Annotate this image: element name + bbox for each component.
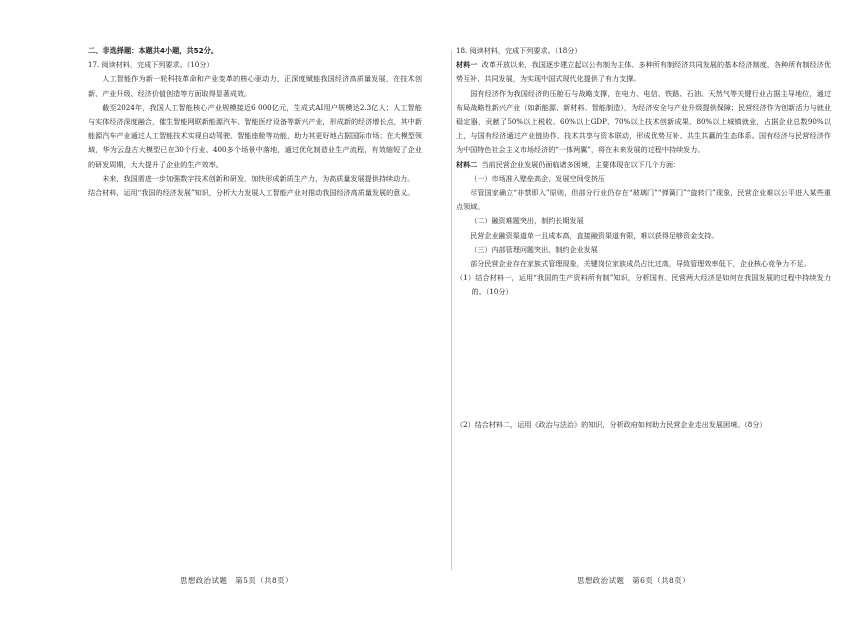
- answer-space: [456, 300, 831, 418]
- material-2-label: 材料二: [456, 159, 478, 169]
- material-2-intro: 当前民营企业发展仍面临诸多困境，主要体现在以下几个方面：: [481, 159, 681, 169]
- question-18-heading: 18. 阅读材料，完成下列要求。（18分）: [456, 46, 582, 55]
- question-17-paragraph-3: 未来，我国需进一步加强数字技术创新和研发，加快形成新质生产力，为高质量发展提供持续动力。: [102, 173, 415, 183]
- page-footer-6: 思想政治试题 第6页（共8页）: [577, 576, 690, 585]
- question-17-task: 结合材料，运用“我国的经济发展”知识，分析大力发展人工智能产业对推动我国经济高质量发展的意义。: [88, 188, 415, 198]
- material-2-item-3-title: （三）内部管理问题突出，制约企业发展: [470, 244, 598, 254]
- material-2-item-3-body: 部分民营企业存在家族式管理现象，关键岗位家族成员占比过高，导致管理效率低下，企业核心竞争力不足。: [470, 259, 811, 269]
- material-1-paragraph-2: 国有经济作为我国经济的压舱石与战略支撑，在电力、电信、铁路、石油、天然气等关键行业占据主导地位，通过布局战略性新兴产业（如新能源、新材料、智能制造），为经济安全与产业升级提供保障；民营经济作为创新活力与就业稳定器，贡献了50%以上税收、60%以上GDP、70%以上技术创新成果、80%以上城镇就业，占据企业总数90%以上，与国有经济通过产业链协作、技术共享与资本联动，形成优势互补、共生共赢的生态体系。国有经济与民营经济作为中国特色社会主义市场经济的“一体两翼”，将在未来发展的过程中持续发力。: [456, 88, 831, 155]
- material-2-item-1-title: （一）市场准入壁垒高企，发展空间受挤压: [470, 173, 605, 183]
- question-17-column: [88, 44, 422, 200]
- question-18-sub-2: （2）结合材料二，运用《政治与法治》的知识，分析政府如何助力民营企业走出发展困境。（8分）: [456, 419, 767, 429]
- question-18-column: [456, 44, 831, 432]
- question-18-sub-1: （1）结合材料一，运用“我国的生产资料所有制”知识，分析国有、民营两大经济是如何在我国发展的过程中持续发力的。（10分）: [456, 273, 831, 297]
- material-1-label: 材料一: [456, 60, 478, 70]
- section-heading: 二、非选择题：本题共4小题，共52分。: [88, 46, 219, 55]
- right-page: [440, 0, 860, 622]
- material-2-item-1-body: 尽管国家确立“非禁即入”原则，但部分行业仍存在“玻璃门”“弹簧门”“旋转门”现象，民营企业难以公平进入某些重点领域。: [456, 188, 831, 212]
- question-17-heading: 17. 阅读材料，完成下列要求。（10分）: [88, 60, 214, 70]
- material-2-item-2-body: 民营企业融资渠道单一且成本高，直接融资渠道有限，难以获得足够资金支持。: [470, 230, 719, 240]
- page-footer-5: 思想政治试题 第5页（共8页）: [180, 576, 293, 585]
- material-1-text: 改革开放以来，我国逐步建立起以公有制为主体、多种所有制经济共同发展的基本经济制度，各种所有制经济优势互补、共同发展，为实现中国式现代化提供了有力支撑。: [456, 60, 832, 84]
- question-17-paragraph-1: 人工智能作为新一轮科技革命和产业变革的核心驱动力，正深度赋能我国经济高质量发展，在技术创新、产业升级、经济价值创造等方面取得显著成效。: [88, 74, 422, 98]
- question-17-paragraph-2: 截至2024年，我国人工智能核心产业规模接近6 000亿元，生成式AI用户规模达2.3亿人；人工智能与实体经济深度融合，催生智能网联新能源汽车、智能医疗设备等新兴产业，形成新的经济增长点，其中新能源汽车产业通过人工智能技术实现自动驾驶、智能座舱等功能，助力其更好地占据国际市场；在大模型领域，华为云盘古大模型已在30个行业、400多个场景中落地，通过优化制造业生产流程，有效缩短了企业的研发周期，大大提升了企业的生产效率。: [88, 102, 422, 169]
- material-2-item-2-title: （二）融资难题突出，制约长期发展: [470, 216, 584, 226]
